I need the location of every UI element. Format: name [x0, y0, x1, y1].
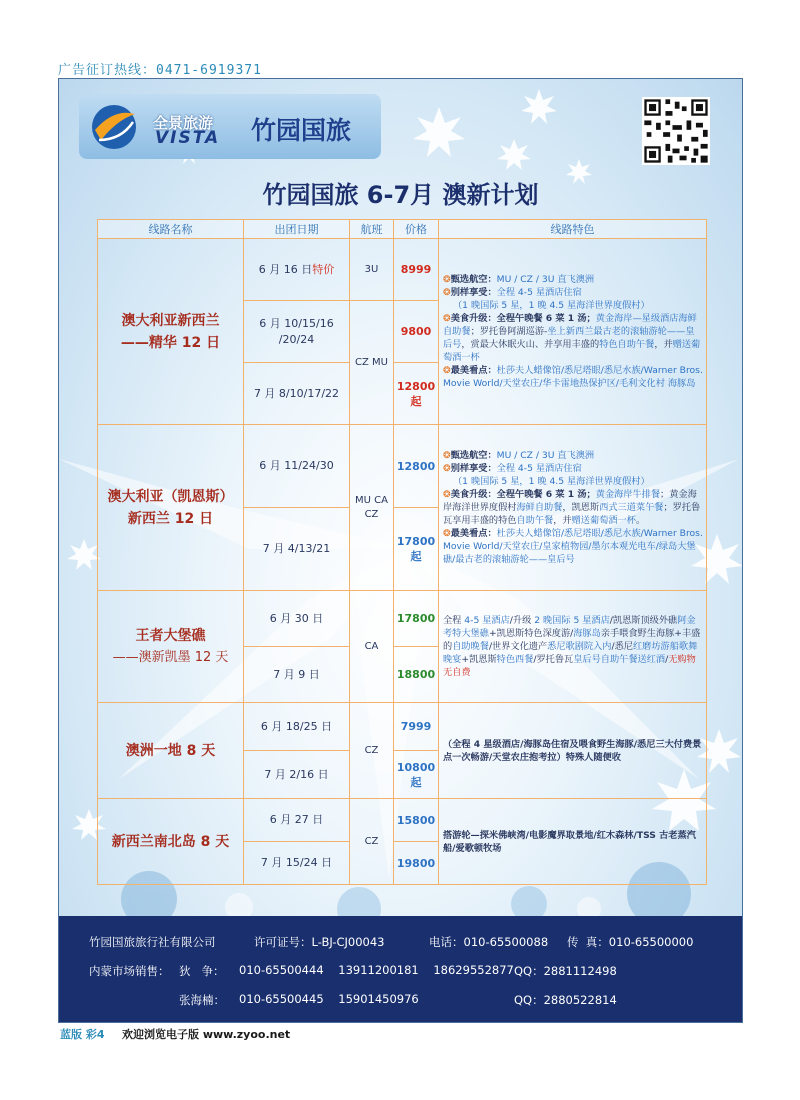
price-cell: 9800 — [394, 301, 439, 363]
company-name: 竹园国旅旅行社有限公司 — [89, 935, 216, 949]
header-route: 线路名称 — [98, 220, 244, 239]
contact-phones: 010-65500445 15901450976 — [239, 992, 419, 1006]
route-name-line2: ——精华 12 日 — [120, 334, 221, 351]
bullet-icon: ❂ — [443, 489, 451, 500]
airline-cell: CZ — [350, 799, 394, 885]
feature-text: /悉尼 — [611, 641, 633, 652]
table-row — [98, 425, 707, 508]
feature-text: ；罗托鲁阿湖巡游- — [470, 326, 548, 337]
table-row — [98, 239, 707, 301]
bullet-icon: ❂ — [443, 287, 451, 298]
feature-label: 甄选航空： — [450, 274, 497, 285]
price-cell: 18800 — [394, 647, 439, 703]
feature-text: 黄金海岸牛排餐 — [595, 489, 661, 500]
route-name-line1: 澳洲一地 8 天 — [125, 742, 216, 759]
feature-text: 黄金海岸—星级酒店海鲜自助餐 — [443, 313, 697, 337]
feature-text: 全程 4-5 星酒店住宿 — [496, 463, 582, 474]
feature-text: 全程 — [443, 615, 465, 626]
feature-label: 美食升级：全程午晚餐 6 菜 1 汤； — [450, 489, 596, 500]
contact-name: 狄 争： — [179, 964, 225, 978]
route-name — [98, 591, 244, 703]
table-header — [98, 220, 707, 239]
feature-text: ，凯恩斯 — [562, 502, 600, 513]
price-cell: 12800 起 — [394, 363, 439, 425]
feature-text: 赠送葡萄酒一杯 — [443, 339, 701, 363]
feature-text: 杜莎夫人蜡像馆/悉尼塔眼/悉尼水族/Warner Bros. Movie World/天堂农庄/皇家植物园/墨尔本观光电车/绿岛大堡礁/最古老的滚轴游轮——皇后号 — [443, 528, 703, 565]
feature-text: /凯恩斯顶级外礁 — [609, 615, 678, 626]
route-name-line1: 澳大利亚（凯恩斯） — [107, 488, 234, 505]
feature-text: 无购物无自费 — [443, 654, 696, 678]
globe-icon — [87, 100, 141, 154]
price-cell: 8999 — [394, 239, 439, 301]
feature-text: ，并 — [553, 515, 572, 526]
airline-cell: 3U — [350, 239, 394, 301]
feature-text: （1 晚国际 5 星，1 晚 4.5 星海洋世界度假村） — [453, 300, 650, 311]
price-cell: 12800 — [394, 425, 439, 508]
feature-text: 红磨坊游船歌舞晚宴 — [443, 641, 698, 665]
feature-label: 别样享受： — [450, 287, 497, 298]
bullet-icon: ❂ — [443, 450, 451, 461]
price-cell: 17800 — [394, 591, 439, 647]
route-features: （全程 4 星级酒店/海豚岛住宿及喂食野生海豚/悉尼三大付费景点一次畅游/天堂农庄抱考拉）特殊人随便收 — [439, 703, 707, 799]
page-label: 蓝版 彩4 — [60, 1028, 105, 1041]
feature-text: 阿金考特大堡礁 — [443, 615, 696, 639]
contact-footer — [59, 916, 742, 1022]
route-name — [98, 703, 244, 799]
page-title: 竹园国旅 6-7月 澳新计划 — [262, 181, 539, 209]
departure-date: 6 月 30 日 — [244, 591, 350, 647]
feature-label: 别样享受： — [450, 463, 497, 474]
price-cell: 7999 — [394, 703, 439, 751]
feature-text: +凯恩斯特色深度游/ — [488, 628, 574, 639]
feature-text: /升级 — [509, 615, 535, 626]
table-row — [98, 591, 707, 647]
contact-qq: QQ：2881112498 — [514, 964, 617, 978]
feature-text: 。 — [635, 515, 646, 526]
airline-cell: MU CA CZ — [350, 425, 394, 591]
feature-text: 杜莎夫人蜡像馆/悉尼塔眼/悉尼水族/Warner Bros. Movie World/天堂农庄/华卡雷地热保护区/毛利文化村 海豚岛 — [443, 365, 703, 389]
feature-text: ；罗托鲁瓦享用丰盛的特色 — [443, 502, 701, 526]
page-footer — [60, 1026, 290, 1042]
feature-label: 最美看点： — [450, 365, 497, 376]
contact-qq: QQ：2880522814 — [514, 993, 617, 1007]
brand-name: 竹园国旅 — [251, 116, 352, 145]
route-name-line1: 新西兰南北岛 8 天 — [111, 833, 230, 850]
route-features — [439, 425, 707, 591]
airline-cell: CZ — [350, 703, 394, 799]
price-cell: 19800 — [394, 842, 439, 885]
route-name-line2: 新西兰 12 日 — [127, 510, 214, 527]
itinerary-table — [97, 219, 707, 885]
departure-date: 7 月 4/13/21 — [244, 508, 350, 591]
feature-text: 全程 4-5 星酒店住宿 — [496, 287, 582, 298]
feature-text: MU / CZ / 3U 直飞澳洲 — [496, 274, 595, 285]
feature-text: ，赏最大休眠火山、并享用丰盛的 — [461, 339, 600, 350]
feature-text: /世界文化遗产 — [488, 641, 548, 652]
departure-date: 6 月 10/15/16 /20/24 — [244, 301, 350, 363]
sales-label: 内蒙市场销售： — [89, 964, 170, 978]
header-features: 线路特色 — [439, 220, 707, 239]
header-price: 价格 — [394, 220, 439, 239]
feature-text: MU / CZ / 3U 直飞澳洲 — [496, 450, 595, 461]
route-name-line1: 王者大堡礁 — [135, 627, 206, 644]
departure-date: 6 月 27 日 — [244, 799, 350, 842]
route-features — [439, 591, 707, 703]
telephone: 电话：010-65500088 — [429, 935, 549, 949]
departure-date: 6 月 11/24/30 — [244, 425, 350, 508]
license-number: 许可证号：L-BJ-CJ00043 — [254, 935, 385, 949]
website-link[interactable]: 欢迎浏览电子版 www.zyoo.net — [121, 1028, 291, 1041]
route-name — [98, 799, 244, 885]
route-name — [98, 425, 244, 591]
feature-text: 西式三道菜午餐 — [599, 502, 664, 513]
feature-text: 海鲜自助餐 — [516, 502, 563, 513]
logo-en-text: VISTA — [155, 128, 221, 148]
departure-date: 6 月 18/25 日 — [244, 703, 350, 751]
feature-text: ；黄金海岸海洋世界度假村 — [443, 489, 697, 513]
feature-text: 赠送葡萄酒一杯 — [571, 515, 636, 526]
feature-text: 皇后号自助午餐送红酒 — [573, 654, 666, 665]
route-name — [98, 239, 244, 425]
feature-label: 美食升级：全程午晚餐 6 菜 1 汤； — [450, 313, 596, 324]
feature-text: / — [665, 654, 669, 665]
feature-text: ，并 — [654, 339, 673, 350]
airline-cell: CZ MU — [350, 301, 394, 425]
route-name-line2: ——澳新凯墨 12 天 — [112, 649, 229, 665]
bullet-icon: ❂ — [443, 528, 451, 539]
feature-text: 特色西餐 — [496, 654, 534, 665]
departure-date: 7 月 2/16 日 — [244, 751, 350, 799]
price-cell: 10800 起 — [394, 751, 439, 799]
qr-code-icon — [642, 97, 710, 165]
feature-text: 海豚岛 — [573, 628, 601, 639]
route-features — [439, 239, 707, 425]
bullet-icon: ❂ — [443, 365, 451, 376]
date-text: 6 月 16 日 — [258, 262, 313, 276]
logo-cn-text: 全景旅游 — [153, 114, 214, 132]
bullet-icon: ❂ — [443, 463, 451, 474]
price-cell: 17800 起 — [394, 508, 439, 591]
feature-text: 悉尼歌剧院入内 — [547, 641, 612, 652]
airline-cell: CA — [350, 591, 394, 703]
header-date: 出团日期 — [244, 220, 350, 239]
table-row — [98, 703, 707, 751]
table-row — [98, 799, 707, 842]
header-airline: 航班 — [350, 220, 394, 239]
feature-label: 甄选航空： — [450, 450, 497, 461]
departure-date: 7 月 15/24 日 — [244, 842, 350, 885]
feature-text: 自助午餐 — [516, 515, 554, 526]
contact-phones: 010-65500444 13911200181 18629552877 — [239, 963, 514, 977]
bullet-icon: ❂ — [443, 313, 451, 324]
feature-text: 2 晚国际 5 星酒店 — [534, 615, 610, 626]
special-tag: 特价 — [312, 262, 335, 276]
itinerary-panel — [58, 78, 743, 1023]
feature-text: /罗托鲁瓦 — [533, 654, 574, 665]
feature-text: 坐上新西兰最古老的滚轴游轮——皇后号 — [443, 326, 695, 350]
feature-text: 4-5 星酒店 — [464, 615, 510, 626]
route-name-line1: 澳大利亚新西兰 — [121, 312, 220, 329]
feature-text: （1 晚国际 5 星，1 晚 4.5 星海洋世界度假村） — [453, 476, 650, 487]
price-cell: 15800 — [394, 799, 439, 842]
feature-text: 特色自助午餐 — [599, 339, 655, 350]
ad-hotline: 广告征订热线：0471-6919371 — [58, 63, 262, 78]
departure-date: 7 月 8/10/17/22 — [244, 363, 350, 425]
feature-text: 亲手喂食野生海豚+丰盛的 — [443, 628, 701, 652]
vista-logo — [79, 94, 381, 159]
departure-date: 7 月 9 日 — [244, 647, 350, 703]
fax: 传 真：010-65500000 — [567, 935, 694, 949]
route-features: 搭游轮—探米佛峡湾/电影魔界取景地/红木森林/TSS 古老蒸汽船/爱歌顿牧场 — [439, 799, 707, 885]
contact-name: 张海楠： — [179, 993, 225, 1007]
departure-date — [244, 239, 350, 301]
feature-label: 最美看点： — [450, 528, 497, 539]
feature-text: 自助晚餐 — [452, 641, 489, 652]
bullet-icon: ❂ — [443, 274, 451, 285]
feature-text: +凯恩斯 — [461, 654, 497, 665]
